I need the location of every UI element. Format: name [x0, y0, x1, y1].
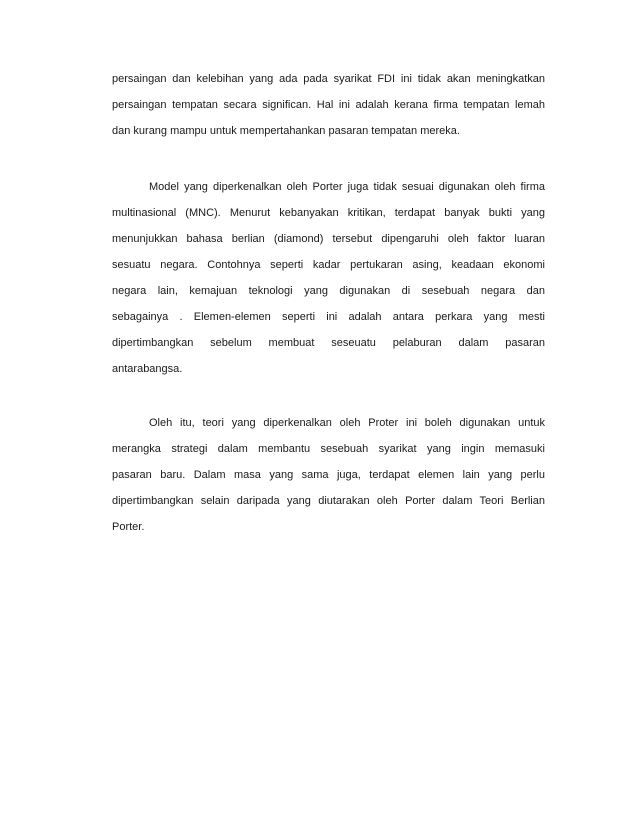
paragraph-line: persaingan dan kelebihan yang ada pada syarikat FDI ini tidak akan meningkatkan [112, 73, 545, 85]
paragraph-line: sebagainya . Elemen-elemen seperti ini adalah antara perkara yang mesti [112, 311, 545, 323]
paragraph-1 [112, 66, 545, 144]
paragraph-line: pasaran baru. Dalam masa yang sama juga, terdapat elemen lain yang perlu [112, 469, 545, 481]
paragraph-2 [112, 174, 545, 382]
paragraph-3 [112, 410, 545, 540]
paragraph-line: sesuatu negara. Contohnya seperti kadar pertukaran asing, keadaan ekonomi [112, 259, 545, 271]
paragraph-line: antarabangsa. [112, 363, 183, 375]
paragraph-line: dan kurang mampu untuk mempertahankan pasaran tempatan mereka. [112, 125, 460, 137]
paragraph-line: persaingan tempatan secara significan. Hal ini adalah kerana firma tempatan lemah [112, 99, 545, 111]
paragraph-line: negara lain, kemajuan teknologi yang digunakan di sesebuah negara dan [112, 285, 545, 297]
paragraph-line: menunjukkan bahasa berlian (diamond) tersebut dipengaruhi oleh faktor luaran [112, 233, 545, 245]
paragraph-line: dipertimbangkan selain daripada yang diutarakan oleh Porter dalam Teori Berlian [112, 495, 545, 507]
paragraph-line: Oleh itu, teori yang diperkenalkan oleh Proter ini boleh digunakan untuk [149, 417, 545, 429]
paragraph-line: dipertimbangkan sebelum membuat seseuatu pelaburan dalam pasaran [112, 337, 545, 349]
paragraph-line: merangka strategi dalam membantu sesebuah syarikat yang ingin memasuki [112, 443, 545, 455]
paragraph-line: multinasional (MNC). Menurut kebanyakan kritikan, terdapat banyak bukti yang [112, 207, 545, 219]
paragraph-line: Porter. [112, 521, 145, 533]
paragraph-line: Model yang diperkenalkan oleh Porter juga tidak sesuai digunakan oleh firma [149, 181, 545, 193]
